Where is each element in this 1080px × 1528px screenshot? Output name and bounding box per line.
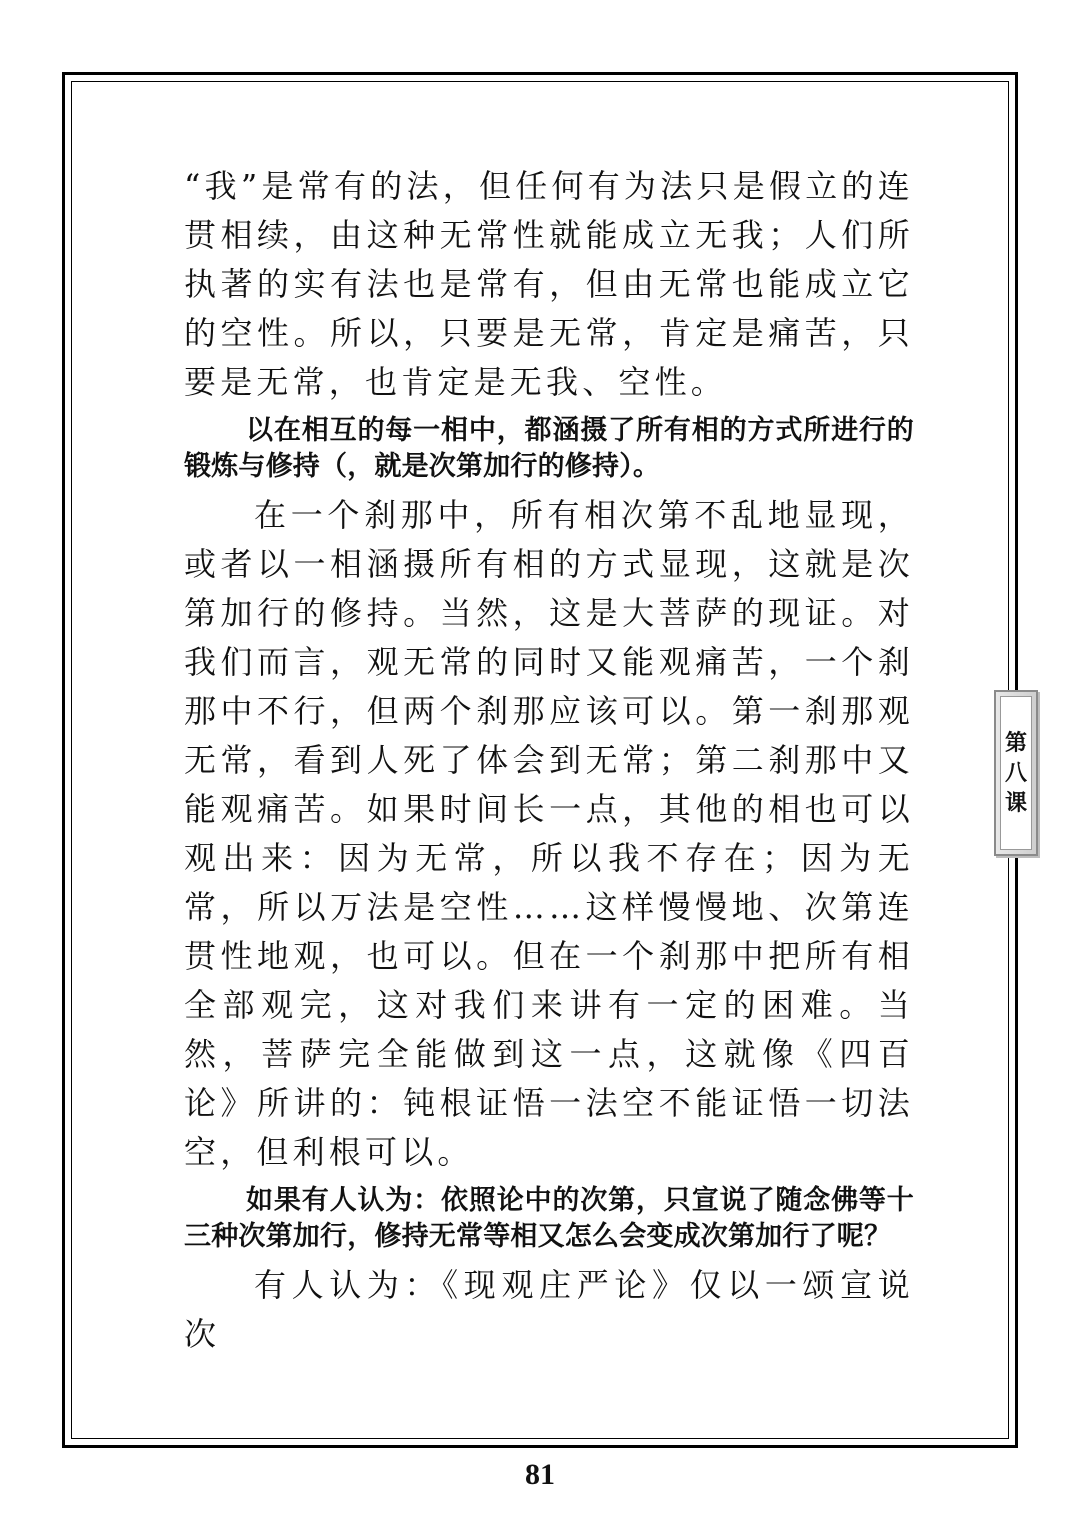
page-number: 81 [525, 1458, 555, 1491]
chapter-side-tab [994, 690, 1038, 856]
paragraph-4-root-text: 如果有人认为：依照论中的次第，只宣说了随念佛等十三种次第加行，修持无常等相又怎么会变成次第加行了呢？ [184, 1185, 914, 1252]
paragraph-3: 在一个刹那中，所有相次第不乱地显现，或者以一相涵摄所有相的方式显现，这就是次第加行的修持。当然，这是大菩萨的现证。对我们而言，观无常的同时又能观痛苦，一个刹那中不行，但两个刹那应该可以。第一刹那观无常，看到人死了体会到无常；第二刹那中又能观痛苦。如果时间长一点，其他的相也可以观出来：因为无常，所以我不存在；因为无常，所以万法是空性……这样慢慢地、次第连贯性地观，也可以。但在一个刹那中把所有相全部观完，这对我们来讲有一定的困难。当然，菩萨完全能做到这一点，这就像《四百论》所讲的：钝根证悟一法空不能证悟一切法空，但利根可以。 [184, 496, 914, 1171]
chapter-tab-char-2: 八 [1004, 760, 1027, 786]
chapter-tab-char-3: 课 [1004, 790, 1027, 816]
body-text [184, 162, 914, 1359]
paragraph-1: “我”是常有的法，但任何有为法只是假立的连贯相续，由这种无常性就能成立无我；人们所执著的实有法也是常有，但由无常也能成立它的空性。所以，只要是无常，肯定是痛苦，只要是无常，也肯定是无我、空性。 [184, 167, 914, 401]
paragraph-5: 有人认为：《现观庄严论》仅以一颂宣说次 [184, 1266, 914, 1353]
chapter-tab-char-1: 第 [1004, 730, 1027, 756]
paragraph-2-root-text: 以在相互的每一相中，都涵摄了所有相的方式所进行的锻炼与修持（，就是次第加行的修持）。 [184, 415, 914, 482]
